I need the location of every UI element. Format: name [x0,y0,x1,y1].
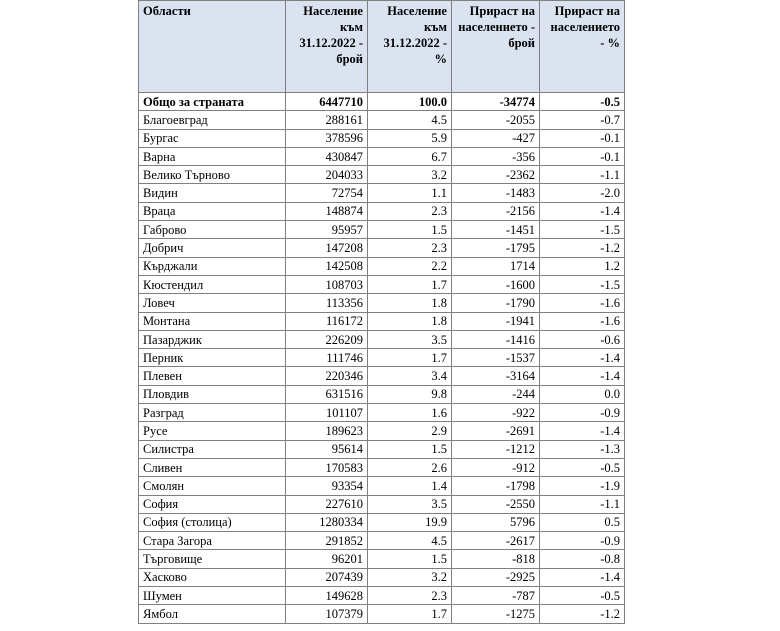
cell-population-count: 72754 [286,184,368,202]
cell-growth-percent: -0.7 [540,111,625,129]
table-row [139,458,625,476]
cell-growth-percent: -1.5 [540,221,625,239]
cell-growth-percent: -0.5 [540,93,625,111]
table-row [139,221,625,239]
table-row [139,477,625,495]
table-row [139,550,625,568]
header-population-count: Население към 31.12.2022 - брой [286,1,368,93]
cell-growth-percent: 0.5 [540,513,625,531]
cell-growth-percent: -1.1 [540,166,625,184]
cell-growth-percent: -1.6 [540,294,625,312]
cell-population-percent: 2.3 [368,587,452,605]
cell-population-count: 149628 [286,587,368,605]
cell-growth-count: -1600 [452,275,540,293]
cell-population-percent: 1.5 [368,221,452,239]
cell-population-count: 111746 [286,349,368,367]
cell-growth-percent: -1.5 [540,275,625,293]
cell-population-count: 430847 [286,147,368,165]
cell-growth-percent: -0.1 [540,129,625,147]
cell-population-count: 116172 [286,312,368,330]
cell-region: София [139,495,286,513]
cell-population-count: 108703 [286,275,368,293]
cell-population-count: 147208 [286,239,368,257]
cell-population-percent: 1.7 [368,275,452,293]
table-row [139,422,625,440]
cell-growth-percent: -1.4 [540,349,625,367]
table-row [139,111,625,129]
cell-growth-percent: -1.2 [540,605,625,623]
cell-region: Разград [139,404,286,422]
cell-population-percent: 19.9 [368,513,452,531]
header-population-percent: Население към 31.12.2022 - % [368,1,452,93]
table-row [139,568,625,586]
table-row [139,202,625,220]
cell-population-percent: 5.9 [368,129,452,147]
cell-population-count: 378596 [286,129,368,147]
cell-region: Перник [139,349,286,367]
cell-growth-percent: -1.4 [540,202,625,220]
cell-region: Велико Търново [139,166,286,184]
table-body [139,93,625,624]
cell-region: Русе [139,422,286,440]
cell-region: Шумен [139,587,286,605]
cell-growth-percent: -1.6 [540,312,625,330]
cell-growth-count: -1483 [452,184,540,202]
cell-region: Пловдив [139,385,286,403]
cell-growth-percent: -0.9 [540,404,625,422]
cell-population-percent: 1.6 [368,404,452,422]
cell-growth-count: -1451 [452,221,540,239]
table-row [139,330,625,348]
cell-growth-percent: -1.4 [540,422,625,440]
cell-population-percent: 1.4 [368,477,452,495]
cell-growth-percent: -0.1 [540,147,625,165]
table-row [139,312,625,330]
cell-population-count: 95614 [286,440,368,458]
header-growth-count: Прираст на населението - брой [452,1,540,93]
cell-population-count: 6447710 [286,93,368,111]
cell-growth-count: -2617 [452,532,540,550]
cell-growth-percent: 1.2 [540,257,625,275]
cell-region: Смолян [139,477,286,495]
cell-growth-count: -1212 [452,440,540,458]
cell-population-percent: 3.5 [368,330,452,348]
cell-growth-count: -1416 [452,330,540,348]
cell-population-count: 207439 [286,568,368,586]
table-row [139,587,625,605]
cell-population-percent: 6.7 [368,147,452,165]
cell-growth-count: -2362 [452,166,540,184]
cell-population-count: 1280334 [286,513,368,531]
cell-growth-percent: -1.1 [540,495,625,513]
cell-population-count: 204033 [286,166,368,184]
cell-population-count: 95957 [286,221,368,239]
table-row [139,404,625,422]
table-row [139,294,625,312]
cell-population-percent: 3.4 [368,367,452,385]
cell-growth-count: -912 [452,458,540,476]
cell-growth-percent: -2.0 [540,184,625,202]
cell-growth-count: -2156 [452,202,540,220]
cell-region: Търговище [139,550,286,568]
cell-growth-count: -356 [452,147,540,165]
cell-population-percent: 1.8 [368,312,452,330]
population-table [138,0,625,624]
cell-growth-percent: -0.8 [540,550,625,568]
cell-population-count: 101107 [286,404,368,422]
cell-growth-count: -2055 [452,111,540,129]
cell-population-percent: 9.8 [368,385,452,403]
table-row [139,275,625,293]
cell-population-percent: 3.5 [368,495,452,513]
cell-population-count: 291852 [286,532,368,550]
header-region: Области [139,1,286,93]
cell-region: Сливен [139,458,286,476]
cell-growth-count: -922 [452,404,540,422]
cell-growth-count: -1537 [452,349,540,367]
cell-region: Варна [139,147,286,165]
cell-region: Бургас [139,129,286,147]
cell-growth-count: -1795 [452,239,540,257]
cell-growth-percent: -0.6 [540,330,625,348]
cell-population-percent: 3.2 [368,568,452,586]
cell-growth-count: -818 [452,550,540,568]
cell-growth-percent: -1.9 [540,477,625,495]
cell-growth-count: -1941 [452,312,540,330]
cell-growth-count: -2925 [452,568,540,586]
cell-population-percent: 2.3 [368,239,452,257]
cell-growth-count: -1275 [452,605,540,623]
header-growth-percent: Прираст на населението - % [540,1,625,93]
table-row [139,367,625,385]
header-row [139,1,625,93]
cell-growth-percent: 0.0 [540,385,625,403]
cell-growth-percent: -0.9 [540,532,625,550]
table-row [139,257,625,275]
cell-region: Габрово [139,221,286,239]
cell-growth-count: -1798 [452,477,540,495]
population-table-container [138,0,625,624]
cell-growth-count: 1714 [452,257,540,275]
table-row [139,385,625,403]
cell-region: Хасково [139,568,286,586]
table-row [139,440,625,458]
cell-population-count: 93354 [286,477,368,495]
cell-population-count: 113356 [286,294,368,312]
cell-growth-percent: -1.2 [540,239,625,257]
cell-population-count: 288161 [286,111,368,129]
cell-population-count: 227610 [286,495,368,513]
cell-population-percent: 2.2 [368,257,452,275]
table-row [139,147,625,165]
cell-region: Общо за страната [139,93,286,111]
cell-population-count: 631516 [286,385,368,403]
cell-population-percent: 1.8 [368,294,452,312]
table-row [139,513,625,531]
cell-population-percent: 1.5 [368,550,452,568]
cell-region: Ямбол [139,605,286,623]
cell-population-count: 170583 [286,458,368,476]
table-row [139,349,625,367]
cell-growth-percent: -1.4 [540,568,625,586]
cell-population-count: 107379 [286,605,368,623]
cell-region: Благоевград [139,111,286,129]
cell-region: Монтана [139,312,286,330]
table-row-total [139,93,625,111]
cell-region: Враца [139,202,286,220]
cell-region: Кюстендил [139,275,286,293]
cell-growth-count: 5796 [452,513,540,531]
cell-growth-count: -1790 [452,294,540,312]
cell-population-percent: 1.5 [368,440,452,458]
cell-population-percent: 1.1 [368,184,452,202]
cell-growth-percent: -0.5 [540,458,625,476]
cell-population-count: 189623 [286,422,368,440]
table-row [139,239,625,257]
cell-growth-percent: -1.4 [540,367,625,385]
cell-region: Видин [139,184,286,202]
cell-growth-count: -427 [452,129,540,147]
cell-population-percent: 1.7 [368,605,452,623]
cell-growth-count: -2550 [452,495,540,513]
cell-region: Плевен [139,367,286,385]
cell-population-percent: 2.9 [368,422,452,440]
cell-region: Пазарджик [139,330,286,348]
cell-population-percent: 4.5 [368,111,452,129]
cell-region: Кърджали [139,257,286,275]
cell-population-percent: 3.2 [368,166,452,184]
cell-growth-count: -244 [452,385,540,403]
cell-growth-count: -2691 [452,422,540,440]
cell-growth-percent: -1.3 [540,440,625,458]
table-row [139,184,625,202]
cell-population-count: 148874 [286,202,368,220]
cell-population-count: 226209 [286,330,368,348]
cell-population-percent: 100.0 [368,93,452,111]
table-row [139,495,625,513]
cell-region: Силистра [139,440,286,458]
cell-population-percent: 2.6 [368,458,452,476]
table-row [139,129,625,147]
cell-population-count: 142508 [286,257,368,275]
cell-population-count: 220346 [286,367,368,385]
table-row [139,166,625,184]
cell-growth-count: -3164 [452,367,540,385]
cell-growth-percent: -0.5 [540,587,625,605]
cell-population-percent: 4.5 [368,532,452,550]
cell-region: Добрич [139,239,286,257]
cell-growth-count: -34774 [452,93,540,111]
table-row [139,532,625,550]
table-row [139,605,625,623]
cell-population-percent: 1.7 [368,349,452,367]
cell-region: София (столица) [139,513,286,531]
cell-population-percent: 2.3 [368,202,452,220]
cell-growth-count: -787 [452,587,540,605]
cell-population-count: 96201 [286,550,368,568]
cell-region: Ловеч [139,294,286,312]
cell-region: Стара Загора [139,532,286,550]
